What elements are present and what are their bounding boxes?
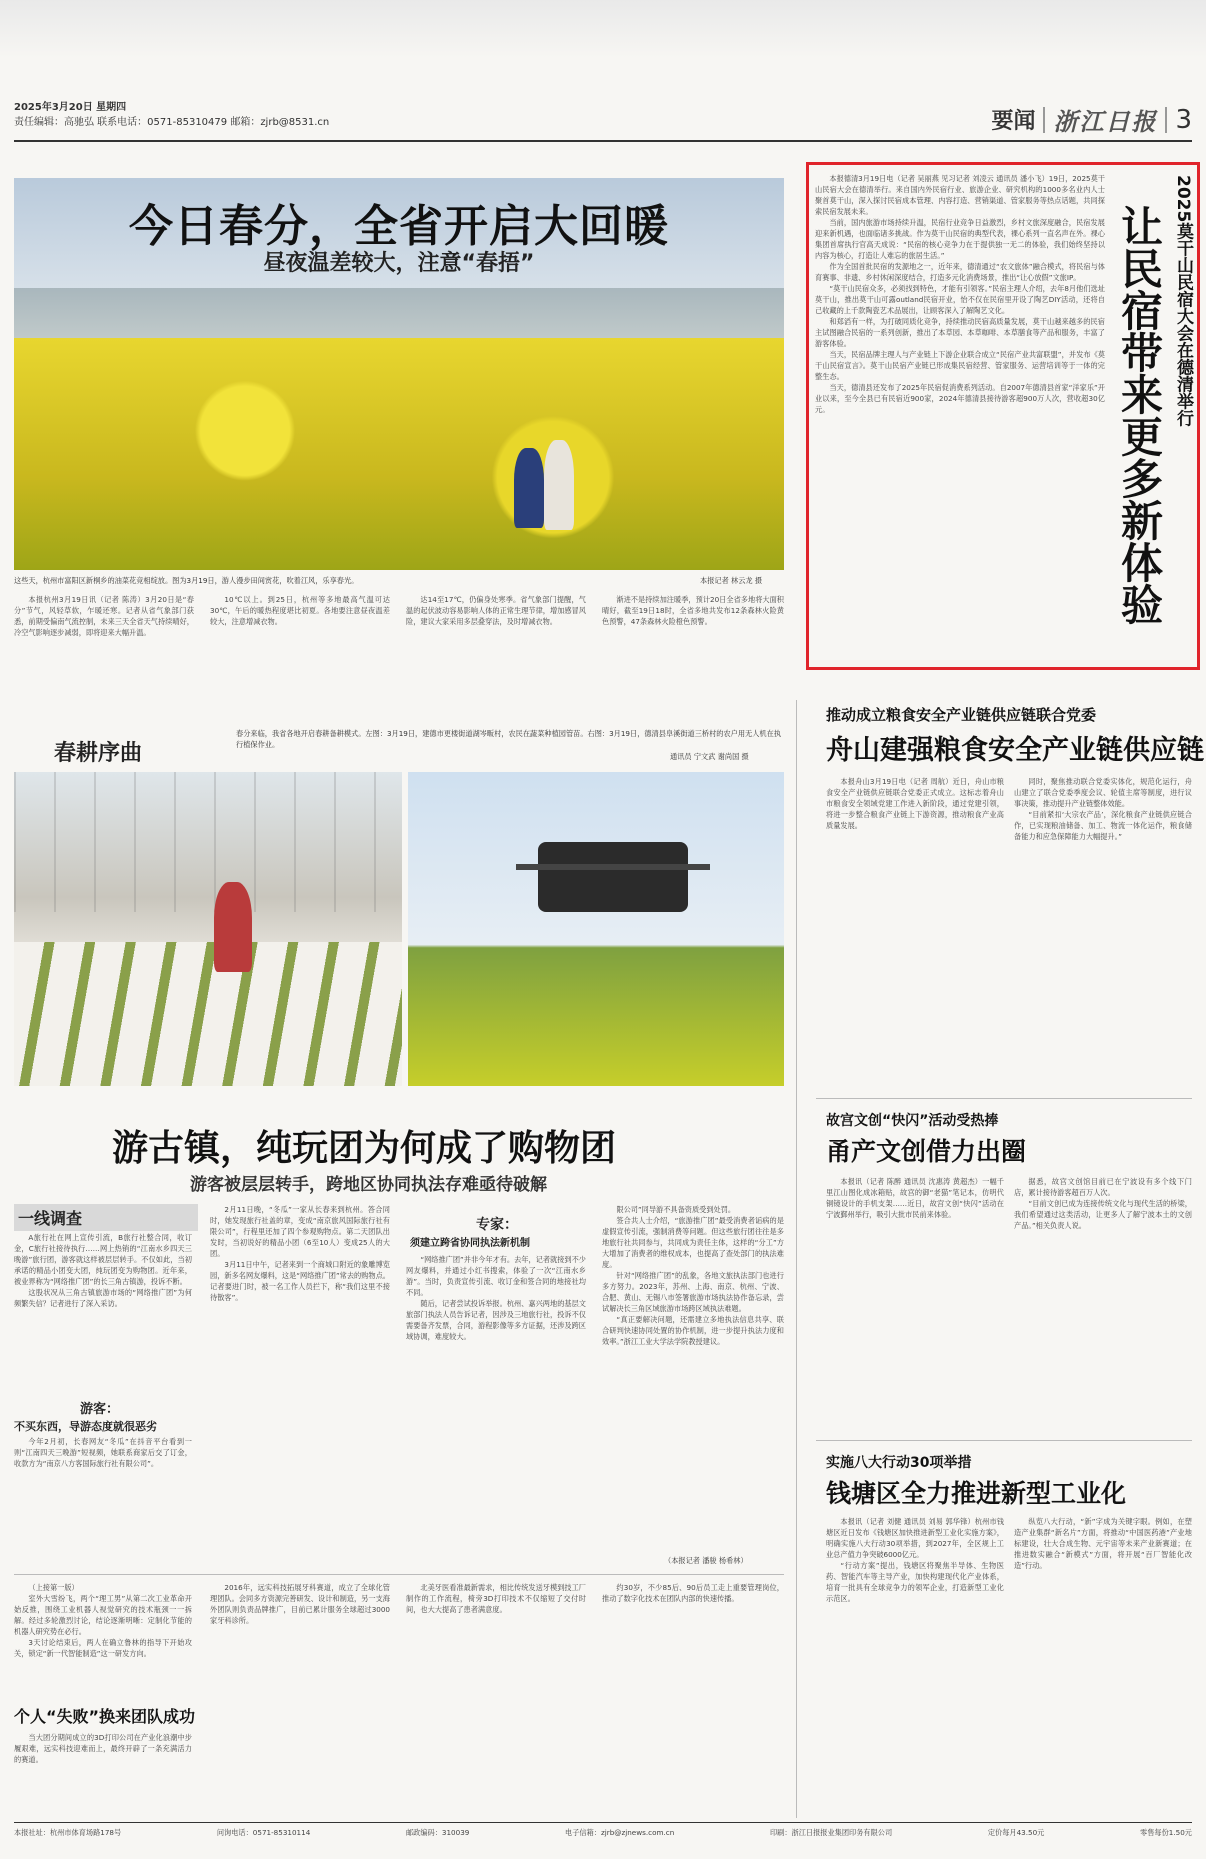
gutown-col1: A旅行社在网上宣传引流，B旅行社整合同，收订金，C旅行社接待执行……网上热销的“江南水乡四天三晚游”旅行团，游客就这样被层层转手。不仅如此，当初承诺的精品小团变大团，纯玩团变为购物团。近年来，被业界称为“网络推广团”的长三角古镇游，投诉不断。 这股状况从三角古镇旅游市场的“网络推广团”为何频繁失信？记者进行了深入采访。 <box>14 1233 192 1308</box>
section-divider <box>14 1574 784 1575</box>
gutown-col2: 2月11日晚，“冬瓜”一家从长春来到杭州。答合同时，她发现旅行社盖的章，变成“南京旅风国际旅行社有限公司”，行程里还加了四个参观购物点。第二天团队出发时，当初说好的精品小团（6至10人）变成25人的大团。 3月11日中午，记者来到一个商城口附近的象雕博览园，新多名网友爆料，这是“网络推广团”常去的购物点。记者要进门时，被一名工作人员拦下，称“我们这里不接待散客”。 <box>210 1205 390 1302</box>
gutown-subhead-expert: 专家： <box>476 1217 518 1233</box>
photo-rapeseed-field <box>14 338 784 570</box>
hero-caption: 这些天，杭州市富阳区新桐乡的油菜花竞相绽放。图为3月19日，游人漫步田间赏花，吹着江风，乐享春光。 <box>14 576 359 585</box>
shihua-col1: （上接第一版） 室外大雪纷飞，两个“理工男”从第二次工业革命开始反推，围绕工业机器人视觉研究的技术瓶颈一一拆解。经过多轮激烈讨论，结论逐渐明晰：定制化节能的机器人研究势在必行。 3天讨论结束后，两人在确立鲁林的指导下开始攻关，锁定“新一代智能制造”这一研发方向。 <box>14 1583 192 1658</box>
gutown-col3: “网络推广团”并非今年才有。去年，记者就接到不少网友爆料，并通过小红书搜索，体验了一次“江南水乡游”。当时，负责宣传引流、收订金和签合同的地接社均不同。 随后，记者尝试投诉举报。杭州、嘉兴两地的基层文旅部门执法人员告诉记者，因涉及三地旅行社，投诉不仅需要备齐发票，合同，游程影像等多方证据，还涉及跨区域协调，难度较大。 <box>406 1255 586 1341</box>
footer-address: 本报社址：杭州市体育场路178号 <box>14 1828 122 1837</box>
gutown-subhead-expert-quote: 须建立跨省协同执法新机制 <box>410 1238 530 1249</box>
qiantang-col2: 纵览八大行动，“新”字成为关键字眼。例如，在塑造产业集群“新名片”方面，将推动“中国医药港”产业地标建设，壮大合成生物、元宇宙等未来产业新赛道；在推进数实融合“新模式”方面，将开展“百厂智能化改造”行动。 <box>1014 1517 1192 1570</box>
hero-headline: 今日春分，全省开启大回暖 <box>129 201 669 252</box>
highlighted-article-box <box>806 162 1200 670</box>
footer-price: 定价每月43.50元 <box>987 1828 1045 1837</box>
gutown-subheadline: 游客被层层转手，跨地区协同执法存难亟待破解 <box>190 1175 547 1195</box>
masthead-info <box>14 100 329 130</box>
header-rule <box>14 140 1192 142</box>
shihua-col4: 约30岁，不少85后、90后员工走上重要管理岗位，推动了数字化技术在团队内部的快速传播。 <box>602 1583 784 1603</box>
footer-phone: 问询电话：0571-85310114 <box>216 1828 311 1837</box>
spring-farm-credit: 通讯员 宁文武 谢尚国 摄 <box>670 752 749 761</box>
masthead-right <box>991 102 1192 137</box>
zhoushan-headline: 舟山建强粮食安全产业链供应链 <box>826 735 1204 766</box>
hero-photo <box>14 178 784 570</box>
greenhouse-frame <box>14 772 402 912</box>
gutown-col4: 限公司”同导游不具备资质受到处罚。 签合共人士介绍，“旅游推广团”最受消费者诟病的是虚假宣传引流，强制消费等问题。但这些旅行团往往是多地旅行社共同参与，共同成为责任主体，这样的“分工”方大增加了消费者的维权成本，也提高了查处部门的执法难度。 针对“网络推广团”的乱象，各地文旅执法部门也进行多方努力。2023年，苏州、上海、南京、杭州、宁波、合肥、黄山、无锡八市签署旅游市场执法协作备忘录，尝试解决长三角区域旅游市场跨区域执法难题。 “真正要解决问题，还需建立多地执法信息共享、联合研判快速协同处置的协作机制，进一步提升执法力度和效率。”浙江工业大学法学院教授建议。 <box>602 1205 784 1346</box>
minsu-article-body: 本报德清3月19日电（记者 吴丽燕 见习记者 刘凌云 通讯员 潘小飞）19日，2025莫干山民宿大会在德清举行。来自国内外民宿行业、旅游企业、研究机构的1000多名业内人士聚首莫干山，深入探讨民宿成本管理、内容打造、营销渠道、管家服务等热点话题，共同探索民宿发展未来。 当前，国内旅游市场持续升温，民宿行业竞争日益激烈，乡村文旅深度融合，民宿发展迎来新机遇，也面临诸多挑战。作为莫干山民宿的典型代表，裸心系列一直名声在外。裸心集团首席执行官高天成说：“民宿的核心竞争力在于提供独一无二的体验，我们始终坚持以内容为核心，打造让人难忘的旅居生活。” 作为全国首批民宿的发源地之一，近年来，德清通过“农文旅体”融合模式，将民宿与体育赛事、非遗、乡村休闲深度结合，打造多元化消费场景，推出“让心放假”文旅IP。 “莫干山民宿众多，必须找到特色，才能有引领客。”民宿主理人介绍，去年8月他们选址莫干山，推出莫干山可露outland民宿开业，怡不仅在民宿里开设了陶艺DIY活动，还将自己收藏的上千款陶瓷艺术品展出，让顾客深入了解陶艺文化。 和郑滔有一样，为打破同质化竞争，持续推动民宿高质量发展，莫干山越来越多的民宿主试图融合民宿的一系列创新，推出了本草园、本草咖啡、本草膳食等产品和服务，丰富了游客体验。 当天，民宿品牌主理人与产业链上下游企业联合成立“民宿产业共富联盟”，并发布《莫干山民宿宣言》。莫干山民宿产业链已形成集民宿经营、管家服务、运营培训等于一体的完整生态。 当天，德清县还发布了2025年民宿促消费系列活动。自2007年德清县首家“洋家乐”开业以来，至今全县已有民宿近900家，2024年德清县接待游客超900万人次，营收超30亿元。 <box>815 174 1105 414</box>
seedling-rows <box>14 942 402 1086</box>
gugong-col1: 本报讯（记者 陈醉 通讯员 沈惠涛 黄超杰）一幅千里江山图化成冰箱贴，故宫的御“老猫”笔记本，仿明代铜镜设计的手机支架……近日，故宫文创“快闪”活动在宁波鄞州举行，吸引大批市民前来体验。 <box>826 1177 1004 1219</box>
masthead-divider <box>1165 107 1167 133</box>
top-shadow-band <box>0 0 1206 58</box>
photo-person <box>544 440 574 530</box>
minsu-kicker: 2025莫干山民宿大会在德清举行 <box>1173 175 1193 427</box>
spring-farm-label: 春耕序曲 <box>54 740 143 766</box>
page-number: 3 <box>1175 104 1192 135</box>
hero-article-col4: 渐进不是持续加注暖季，预计20日全省多地将大面积晴好，截至19日18时，全省多地共发布12条森林火险黄色预警，47条森林火险橙色预警。 <box>602 595 784 626</box>
footer-printer: 印刷：浙江日报报业集团印务有限公司 <box>769 1828 893 1837</box>
drone-photo <box>408 772 784 1086</box>
minsu-headline: 让民宿带来更多新体验 <box>1115 205 1164 625</box>
shihua-col1b: 当大团分期间成立的3D打印公司在产业化浪潮中步履艰难，远实科技迎难而上，最终开辟了一条充满活力的赛道。 <box>14 1733 192 1764</box>
drone-arms <box>516 864 710 870</box>
issue-date: 2025年3月20日 星期四 <box>14 102 127 113</box>
shihua-headline: 个人“失败”换来团队成功 <box>14 1707 196 1726</box>
section-name: 要闻 <box>991 108 1036 134</box>
newspaper-logo: 浙江日报 <box>1053 107 1158 136</box>
hero-subheadline: 昼夜温差较大，注意“春捂” <box>263 251 535 276</box>
gugong-headline: 甬产文创借力出圈 <box>826 1137 1027 1166</box>
gutown-headline: 游古镇，纯玩团为何成了购物团 <box>112 1128 617 1169</box>
zhoushan-col2: 同时，聚焦推动联合党委实体化，规范化运行，舟山建立了联合党委季度会议、轮值主席等制度，进行议事决策，推动提升产业链整体效能。 “目前紧扣‘大宗农产品’，深化粮食产业链供应链合作，已实现粮油储备、加工、物流一体化运作，粮食储备能力和应急保障能力大幅提升。” <box>1014 777 1192 841</box>
drone-body <box>538 842 688 912</box>
editor-line: 责任编辑：高驰弘 联系电话：0571-85310479 邮箱：zjrb@8531.cn <box>14 117 330 128</box>
gutown-credit: （本报记者 潘骏 杨希林） <box>664 1556 748 1565</box>
gugong-col2: 据悉，故宫文创馆目前已在宁波设有多个线下门店，累计接待游客超百万人次。 “目前文创已成为连接传统文化与现代生活的桥梁，我们希望通过这类活动，让更多人了解宁波本土的文创产品。”相关负责人说。 <box>1014 1177 1192 1230</box>
spring-farm-caption: 春分来临，我省各地开启春耕备耕模式。左图：3月19日，建德市更楼街道湖岑畈村，农民在蔬菜种植园管苗。右图：3月19日，德清县阜溪街道三桥村的农户用无人机在执行植保作业。 <box>236 729 781 749</box>
zhoushan-col1: 本报舟山3月19日电（记者 周航）近日，舟山市粮食安全产业链供应链联合党委正式成立。这标志着舟山市粮食安全领域党建工作进入新阶段，通过党建引领，将进一步整合粮食产业链上下游资源，推动粮食产业高质量发展。 <box>826 777 1004 830</box>
footer <box>14 1828 1192 1838</box>
gutown-subhead-tourist-quote: 不买东西，导游态度就很恶劣 <box>14 1420 157 1433</box>
hero-article-col1: 本报杭州3月19日讯（记者 陈涛）3月20日是“春分”节气，风轻草软，乍暖还寒。记者从省气象部门获悉，前期受偏南气流控制，未来三天全省天气持续晴好，冷空气影响逐步减弱，即将迎来大幅升温。 <box>14 595 194 637</box>
qiantang-col1: 本报讯（记者 刘健 通讯员 刘易 郭华锋）杭州市钱塘区近日发布《钱塘区加快推进新型工业化实施方案》，明确实施八大行动30项举措，到2027年，全区规上工业总产值力争突破6000亿元。 “行动方案”提出，钱塘区将聚焦半导体、生物医药、智能汽车等主导产业，加快构建现代化产业体系，培育一批具有全球竞争力的领军企业，打造新型工业化示范区。 <box>826 1517 1004 1603</box>
column-divider <box>796 700 797 1818</box>
hero-article-col3: 达14至17℃，仍偏身处寒季。省气象部门提醒，气温的起伏波动容易影响人体的正常生理节律，增加感冒风险，建议大家采用多层叠穿法，及时增减衣物。 <box>406 595 586 626</box>
footer-email: 电子信箱：zjrb@zjnews.com.cn <box>565 1828 675 1837</box>
section-divider <box>816 1098 1192 1099</box>
qiantang-headline: 钱塘区全力推进新型工业化 <box>826 1479 1127 1508</box>
zhoushan-kicker: 推动成立粮食安全产业链供应链联合党委 <box>826 706 1097 724</box>
gutown-col1b: 今年2月初，长春网友“冬瓜”在抖音平台看到一则“江南四天三晚游”短视频，她联系商家后交了订金，收款方为“南京八方客国际旅行社有限公司”。 <box>14 1437 192 1468</box>
shihua-col2: 2016年，远实科技拓展牙科赛道，成立了全球化管理团队。会同多方资源完善研发、设计和制造，另一支海外团队则负责品牌推广，目前已累计服务全球超过3000家牙科诊所。 <box>210 1583 390 1625</box>
shihua-col3: 北美牙医看准最新需求，相比传统发送牙模到技工厂制作的工作流程，椅旁3D打印技术不仅缩短了交付时间，也大大提高了患者满意度。 <box>406 1583 586 1614</box>
footer-rule <box>14 1822 1192 1823</box>
footer-postcode: 邮政编码：310039 <box>405 1828 470 1837</box>
hero-article-col2: 10℃以上。到25日，杭州等多地最高气温可达30℃，午后的暖热程度堪比初夏。各地要注意昼夜温差较大，注意增减衣物。 <box>210 595 390 626</box>
section-divider <box>816 1440 1192 1441</box>
footer-retail: 零售每份1.50元 <box>1140 1828 1192 1837</box>
greenhouse-photo <box>14 772 402 1086</box>
gutown-subhead-tourist: 游客： <box>80 1402 120 1417</box>
photo-person <box>514 448 544 528</box>
investigation-label: 一线调查 <box>14 1204 198 1231</box>
qiantang-kicker: 实施八大行动30项举措 <box>826 1455 972 1471</box>
gugong-kicker: 故宫文创“快闪”活动受热捧 <box>826 1113 999 1129</box>
masthead-divider <box>1043 107 1045 133</box>
photo-farmer <box>214 882 252 972</box>
hero-credit: 本报记者 林云龙 摄 <box>700 576 763 585</box>
